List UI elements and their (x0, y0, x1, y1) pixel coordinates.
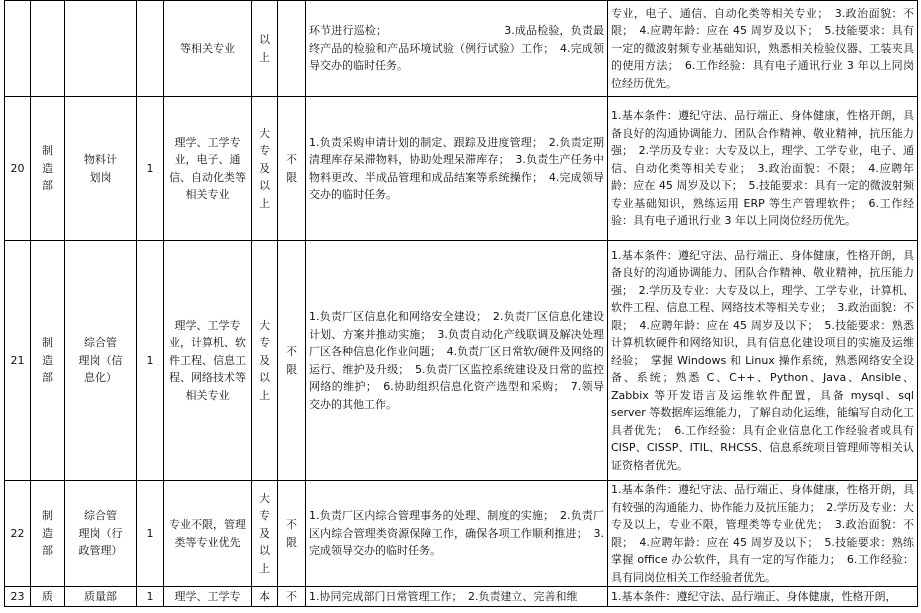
table-row (5, 97, 918, 241)
department-cell: 制 造 部 (31, 97, 65, 241)
requirements-cell: 1.基本条件：遵纪守法、品行端正、身体健康，性格开朗，具有较强的沟通能力、协作能力及抗压能力； 2.学历及专业：大专及以上，专业不限，管理类等专业优先； 3.政治面貌：不限； 4.应聘年龄：应在 45 周岁及以下； 5.技能要求：熟练掌握 office 办公软件，具有一定的写作能力； 6.工作经验：具有同岗位相关工作经验者优先。 (608, 481, 918, 587)
headcount-cell: 1 (137, 587, 164, 607)
row-number (5, 1, 31, 97)
duties-cell: 1.负责采购申请计划的制定、跟踪及进度管理； 2.负责定期清理库存呆滞物料，协助处理呆滞库存； 3.负责生产任务中物料更改、半成品管理和成品结案等系统操作； 4.完成领导交办的临时任务。 (306, 97, 608, 241)
position-cell: 质量部 (65, 587, 137, 607)
requirements-cell: 专业，电子、通信、自动化类等相关专业； 3.政治面貌：不限； 4.应聘年龄：应在 45 周岁及以下； 5.技能要求：具有一定的微波射频专业基础知识，熟悉相关检验仪器、工装夹具的使用方法； 6.工作经验：具有电子通讯行业 3 年以上同岗位经历优先。 (608, 1, 918, 97)
duties-cell: 1.负责厂区信息化和网络安全建设； 2.负责厂区信息化建设计划、方案并推动实施； 3.负责自动化产线联调及解决处理厂区各种信息化作业问题； 4.负责厂区日常软/硬件及网络的运行、维护及升级； 5.负责厂区监控系统建设及日常的监控网络的维护； 6.协助组织信息化资产选型和采购； 7.领导交办的其他工作。 (306, 241, 608, 481)
headcount-cell: 1 (137, 481, 164, 587)
position-cell: 综合管 理岗（行 政管理） (65, 481, 137, 587)
headcount-cell (137, 1, 164, 97)
age-cell: 不 限 (278, 241, 306, 481)
age-cell: 不 限 (278, 481, 306, 587)
row-number: 21 (5, 241, 31, 481)
education-cell: 本 (252, 587, 278, 607)
department-cell: 质 (31, 587, 65, 607)
table-row (5, 587, 918, 607)
duties-cell: 1.协同完成部门日常管理工作； 2.负责建立、完善和维 (306, 587, 608, 607)
duties-cell: 1.负责厂区内综合管理事务的处理、制度的实施； 2.负责厂区内综合管理类资源保障工作，确保各项工作顺利推进； 3.完成领导交办的临时任务。 (306, 481, 608, 587)
age-cell: 不 限 (278, 97, 306, 241)
major-cell: 理学、工学专业，电子、通信、自动化类等相关专业 (164, 97, 252, 241)
position-cell (65, 1, 137, 97)
table-row (5, 481, 918, 587)
education-cell: 大 专 及 以 上 (252, 481, 278, 587)
requirements-cell: 1.基本条件：遵纪守法、品行端正、身体健康，性格开朗，具备良好的沟通协调能力、团队合作精神、敬业精神，抗压能力强； 2.学历及专业：大专及以上，理学、工学专业，电子、通信、自动化类等相关专业； 3.政治面貌：不限； 4.应聘年龄：应在 45 周岁及以下； 5.技能要求：具有一定的微波射频专业基础知识，熟练运用 ERP 等生产管理软件； 6.工作经验：具有电子通讯行业 3 年以上同岗位经历优先。 (608, 97, 918, 241)
headcount-cell: 1 (137, 97, 164, 241)
table-row (5, 1, 918, 97)
education-cell: 大 专 及 以 上 (252, 241, 278, 481)
row-number: 20 (5, 97, 31, 241)
row-number: 23 (5, 587, 31, 607)
recruitment-table (4, 0, 918, 607)
major-cell: 专业不限，管理类等专业优先 (164, 481, 252, 587)
major-cell: 理学、工学专业，计算机、软件工程、信息工程、网络技术等相关专业 (164, 241, 252, 481)
age-cell (278, 1, 306, 97)
headcount-cell: 1 (137, 241, 164, 481)
row-number: 22 (5, 481, 31, 587)
department-cell: 制 造 部 (31, 481, 65, 587)
department-cell (31, 1, 65, 97)
major-cell: 等相关专业 (164, 1, 252, 97)
education-cell: 以 上 (252, 1, 278, 97)
requirements-cell: 1.基本条件：遵纪守法、品行端正、身体健康，性格开朗，具备良好的沟通协调能力、团队合作精神、敬业精神，抗压能力强； 2.学历及专业：大专及以上，理学、工学专业，计算机、软件工程、信息工程、网络技术等相关专业； 3.政治面貌：不限； 4.应聘年龄：应在 45 周岁及以下； 5.技能要求：熟悉计算机软硬件和网络知识，具有信息化建设项目的实施及运维经验； 掌握 Windows 和 Linux 操作系统，熟悉网络安全设备、系统；熟悉 C、C++、Python、Java、Ansible、Zabbix 等开发语言及运维软件配置，具备 mysql、sql server 等数据库运维能力，了解自动化运维，能编写自动化工具者优先； 6.工作经验：具有企业信息化工作经验者或具有 CISP、CISSP、ITIL、RHCSS、信息系统项目管理师等相关认证资格者优先。 (608, 241, 918, 481)
age-cell: 不 (278, 587, 306, 607)
duties-cell: 环节进行巡检； 3.成品检验，负责最终产品的检验和产品环境试验（例行试验）工作； 4.完成领导交办的临时任务。 (306, 1, 608, 97)
major-cell: 理学、工学专 (164, 587, 252, 607)
position-cell: 物料计 划岗 (65, 97, 137, 241)
department-cell: 制 造 部 (31, 241, 65, 481)
position-cell: 综合管 理岗（信 息化） (65, 241, 137, 481)
education-cell: 大 专 及 以 上 (252, 97, 278, 241)
requirements-cell: 1.基本条件：遵纪守法、品行端正、身体健康，性格开朗， (608, 587, 918, 607)
table-row (5, 241, 918, 481)
